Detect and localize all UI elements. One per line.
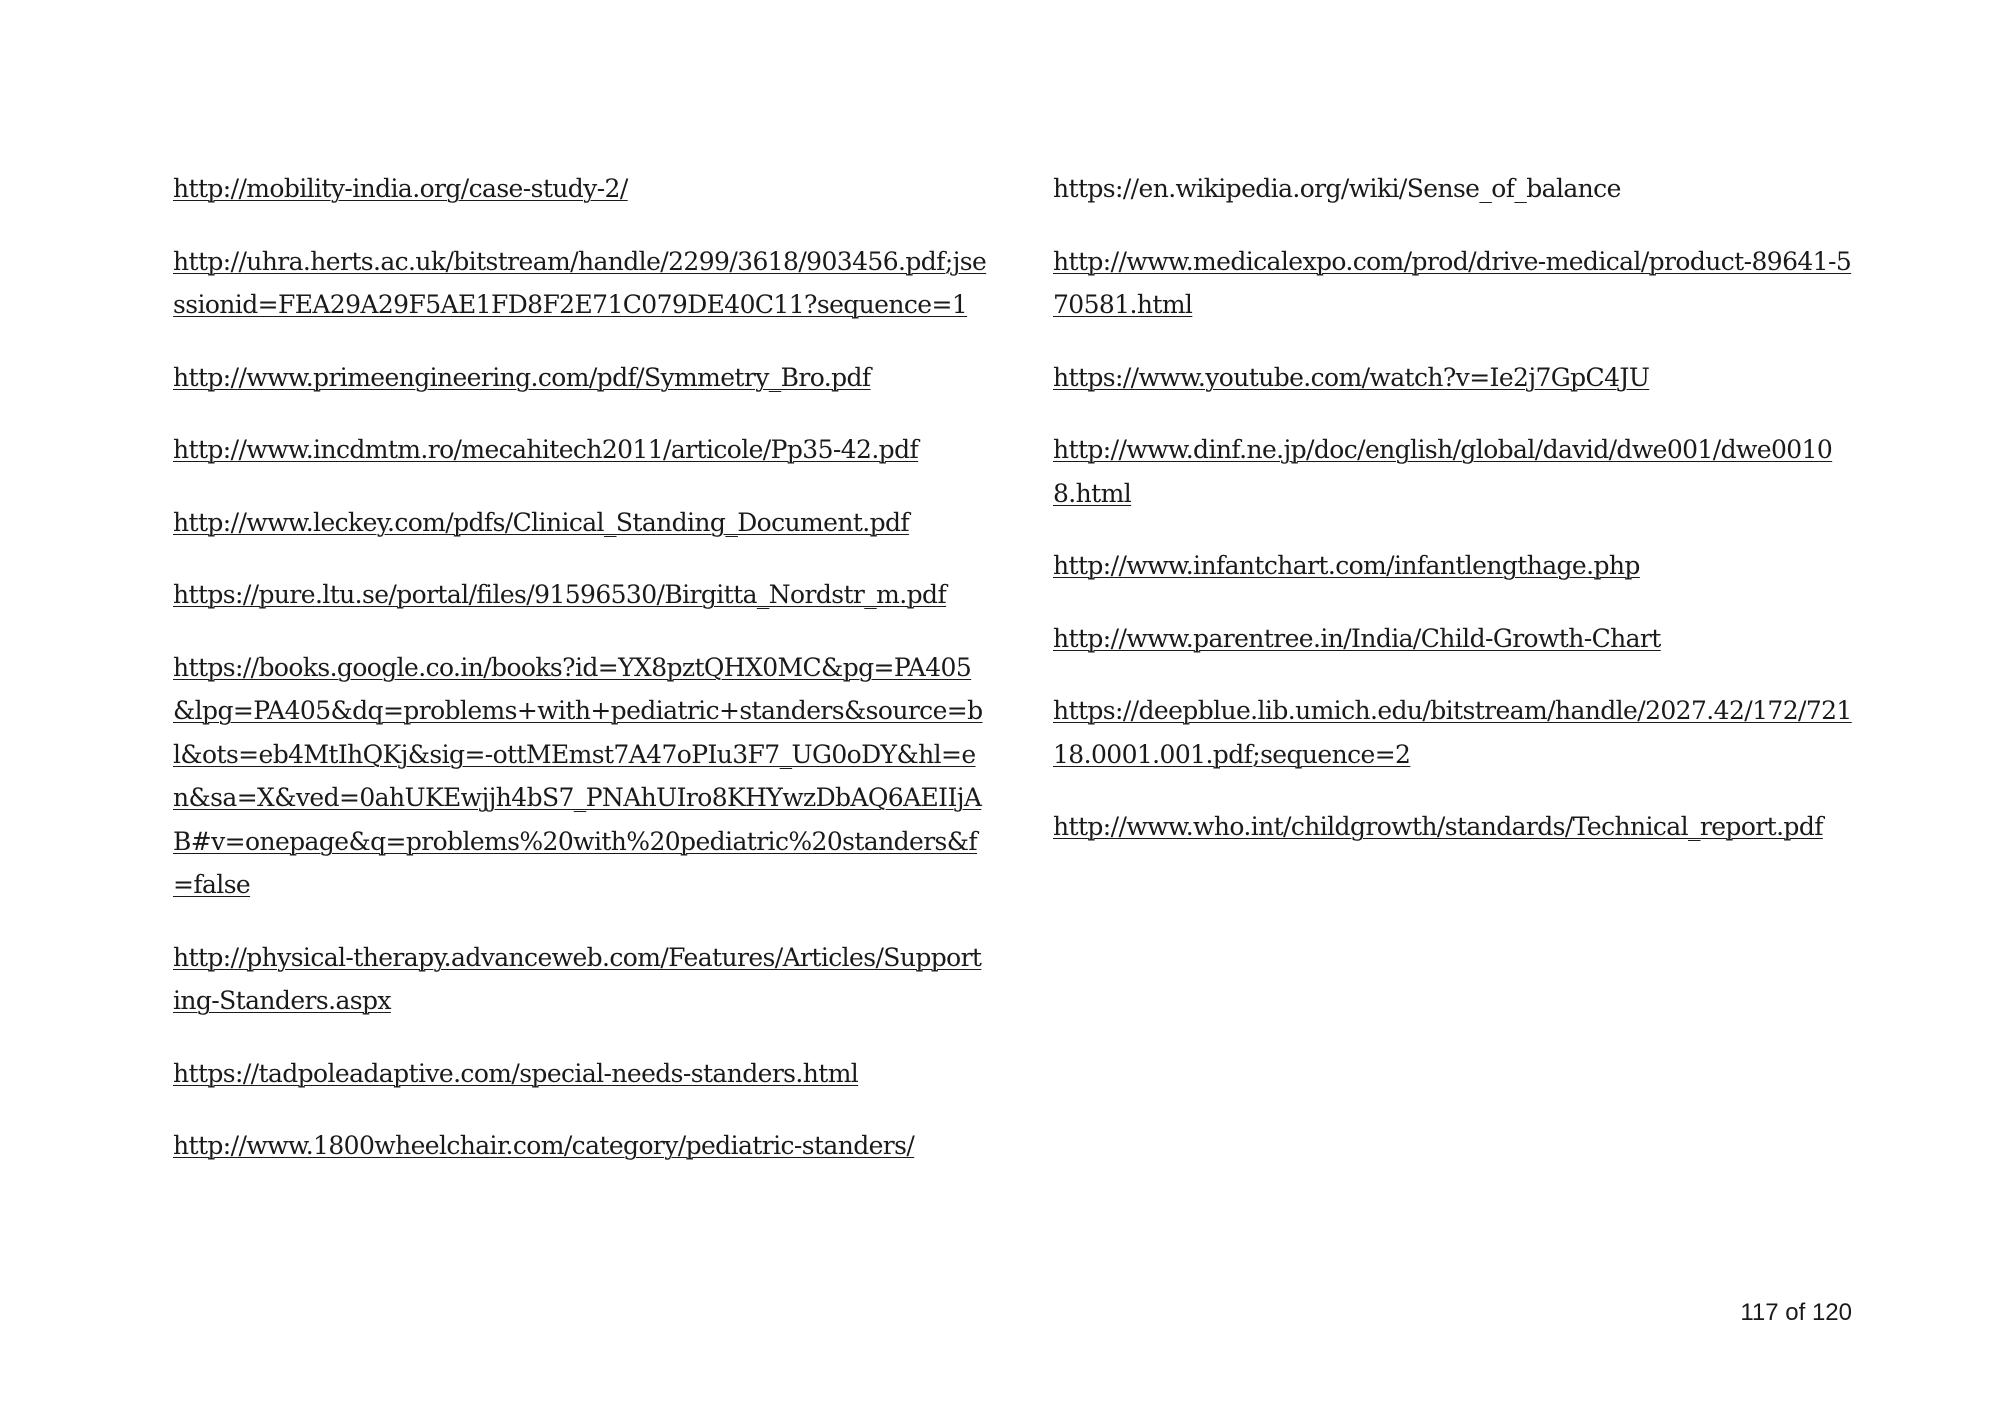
reference-item: [1053, 805, 1853, 849]
references-right-column: [1053, 167, 1853, 878]
reference-link[interactable]: https://tadpoleadaptive.com/special-needs-standers.html: [173, 1058, 859, 1088]
reference-link[interactable]: http://www.1800wheelchair.com/category/pediatric-standers/: [173, 1131, 915, 1160]
reference-item: [173, 646, 988, 907]
reference-item: [1053, 689, 1853, 776]
reference-link[interactable]: http://www.dinf.ne.jp/doc/english/global/david/dwe001/dwe00108.html: [1053, 435, 1833, 508]
reference-link[interactable]: http://www.leckey.com/pdfs/Clinical_Standing_Document.pdf: [173, 507, 910, 537]
references-left-column: [173, 167, 988, 1197]
reference-link[interactable]: https://books.google.co.in/books?id=YX8pztQHX0MC&pg=PA405&lpg=PA405&dq=problems+with+pediatric+standers&source=bl&ots=eb4MtIhQKj&sig=-ottMEmst7A47oPIu3F7_UG0oDY&hl=en&sa=X&ved=0ahUKEwjjh4bS7_PNAhUIro8KHYwzDbAQ6AEIIjAB#v=onepage&q=problems%20with%20pediatric%20standers&f=false: [173, 652, 983, 899]
reference-link[interactable]: http://physical-therapy.advanceweb.com/Features/Articles/Supporting-Standers.aspx: [173, 942, 982, 1015]
reference-item: [1053, 240, 1853, 327]
reference-item: [173, 573, 988, 617]
reference-item: [173, 1124, 988, 1168]
reference-link[interactable]: https://pure.ltu.se/portal/files/91596530/Birgitta_Nordstr_m.pdf: [173, 580, 947, 609]
reference-text: https://en.wikipedia.org/wiki/Sense_of_balance: [1053, 174, 1621, 203]
reference-item: [1053, 544, 1853, 588]
reference-item: [173, 936, 988, 1023]
reference-item: [1053, 356, 1853, 400]
reference-item: [173, 501, 988, 545]
reference-item: [1053, 617, 1853, 661]
reference-item: [173, 428, 988, 472]
reference-link[interactable]: http://www.incdmtm.ro/mecahitech2011/articole/Pp35-42.pdf: [173, 435, 919, 464]
reference-item: [173, 167, 988, 211]
reference-link[interactable]: http://uhra.herts.ac.uk/bitstream/handle/2299/3618/903456.pdf;jsessionid=FEA29A29F5AE1FD8F2E71C079DE40C11?sequence=1: [173, 246, 987, 319]
reference-link[interactable]: http://www.medicalexpo.com/prod/drive-medical/product-89641-570581.html: [1053, 246, 1852, 319]
reference-item: [1053, 428, 1853, 515]
page-number: 117 of 120: [1740, 1299, 1852, 1326]
reference-link[interactable]: http://www.parentree.in/India/Child-Growth-Chart: [1053, 623, 1661, 653]
reference-link[interactable]: http://www.infantchart.com/infantlengthage.php: [1053, 551, 1640, 580]
reference-link[interactable]: http://www.primeengineering.com/pdf/Symmetry_Bro.pdf: [173, 362, 871, 392]
reference-item: [173, 356, 988, 400]
reference-link[interactable]: http://www.who.int/childgrowth/standards/Technical_report.pdf: [1053, 812, 1823, 841]
reference-link[interactable]: https://deepblue.lib.umich.edu/bitstream/handle/2027.42/172/72118.0001.001.pdf;sequence=2: [1053, 696, 1852, 769]
reference-link[interactable]: https://www.youtube.com/watch?v=Ie2j7GpC4JU: [1053, 362, 1650, 392]
reference-item: [1053, 167, 1853, 211]
reference-link[interactable]: http://mobility-india.org/case-study-2/: [173, 174, 628, 203]
reference-item: [173, 240, 988, 327]
reference-item: [173, 1052, 988, 1096]
